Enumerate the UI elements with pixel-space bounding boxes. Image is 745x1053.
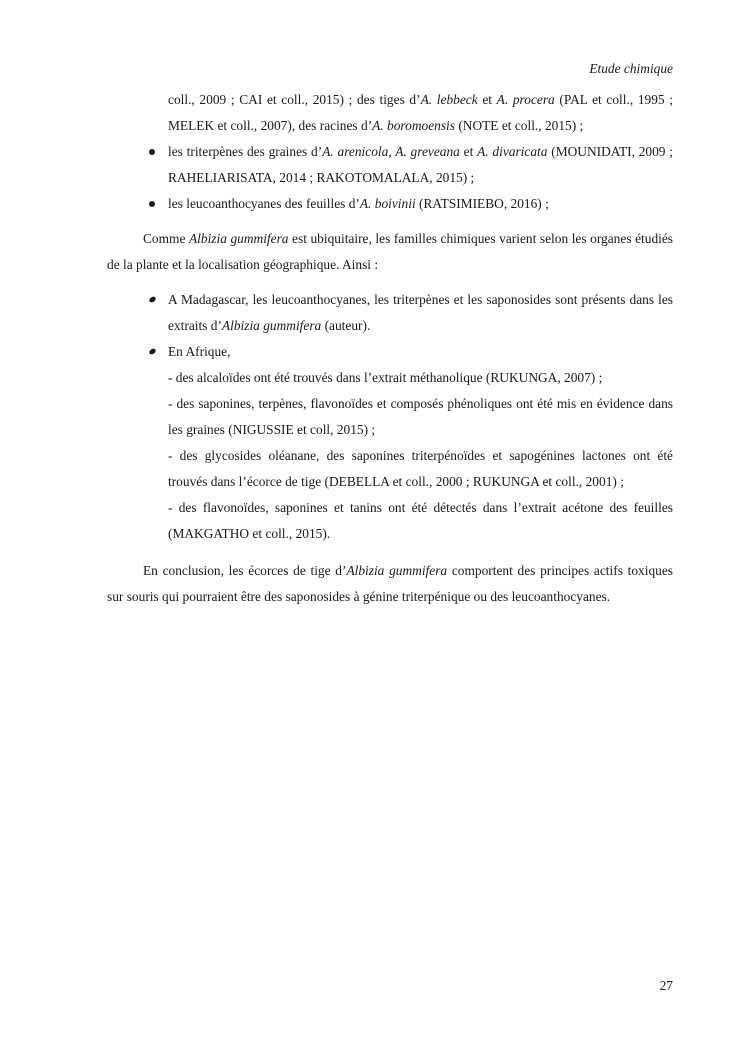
page-number: 27 [659, 978, 673, 993]
bullet-icon [149, 149, 155, 155]
list-item-afrique: En Afrique, [107, 339, 673, 365]
sublist-item: - des flavonoïdes, saponines et tanins ont été détectés dans l’extrait acétone des feuilles (MAKGATHO et coll., 2015). [168, 500, 673, 541]
sublist-item: - des alcaloïdes ont été trouvés dans l’extrait méthanolique (RUKUNGA, 2007) ; [168, 370, 603, 385]
sublist-item: - des glycosides oléanane, des saponines triterpénoïdes et sapogénines lactones ont été trouvés dans l’écorce de tige (DEBELLA et coll., 2000 ; RUKUNGA et coll., 2001) ; [168, 448, 673, 489]
list-item-madagascar: A Madagascar, les leucoanthocyanes, les triterpènes et les saponosides sont présents dans les extraits d’Albizia gummifera (auteur). [107, 287, 673, 339]
running-header: Etude chimique [589, 61, 673, 76]
bullet-icon [149, 201, 155, 207]
bullet-icon [148, 347, 157, 355]
list-continuation: coll., 2009 ; CAI et coll., 2015) ; des tiges d’A. lebbeck et A. procera (PAL et coll., 1995 ; MELEK et coll., 2007), des racines d’A. boromoensis (NOTE et coll., 2015) ; [168, 92, 673, 133]
page-body [107, 87, 673, 610]
paragraph-conclusion: En conclusion, les écorces de tige d’Albizia gummifera comportent des principes actifs toxiques sur souris qui pourraient être des saponosides à génine triterpénique ou des leucoanthocyanes. [107, 563, 674, 604]
paragraph-comme: Comme Albizia gummifera est ubiquitaire, les familles chimiques varient selon les organes étudiés de la plante et la localisation géographique. Ainsi : [107, 231, 674, 272]
list-item-triterpenes: les triterpènes des graines d’A. arenicola, A. greveana et A. divaricata (MOUNIDATI, 2009 ; RAHELIARISATA, 2014 ; RAKOTOMALALA, 2015) ; [107, 139, 673, 191]
bullet-icon [148, 295, 157, 303]
sublist-item: - des saponines, terpènes, flavonoïdes et composés phénoliques ont été mis en évidence dans les graines (NIGUSSIE et coll, 2015) ; [168, 396, 673, 437]
list-item-leucoanthocyanes: les leucoanthocyanes des feuilles d’A. boivinii (RATSIMIEBO, 2016) ; [107, 191, 673, 217]
